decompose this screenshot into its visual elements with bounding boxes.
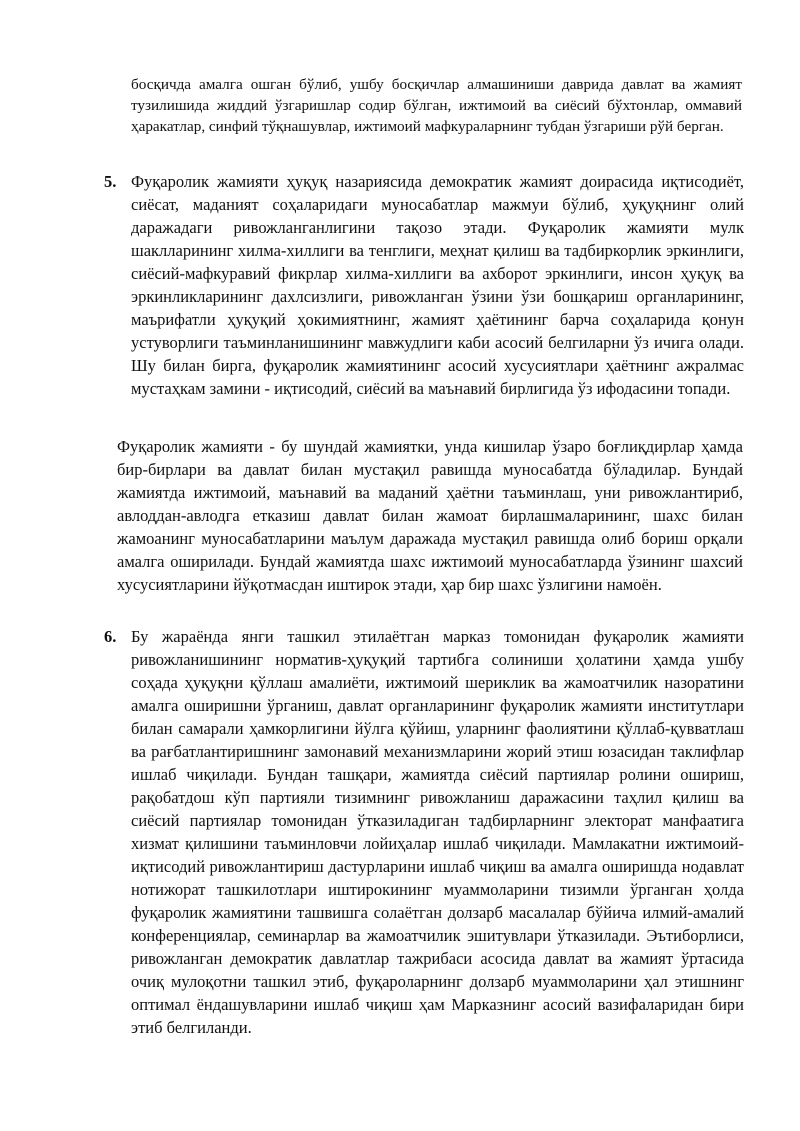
item-number: 5. [104, 172, 117, 191]
paragraph-civil-society-definition: Фуқаролик жамияти - бу шундай жамиятки, унда кишилар ўзаро боғлиқдирлар ҳамда бир-бирлари ва давлат билан мустақил равишда муносабатда бўладилар. Бундай жамиятда ижтимоий, маънавий ва маданий ҳаётни таъминлаш, уни ривожлантириб, авлоддан-авлодга етказиш давлат билан жамоат бирлашмаларининг, шахс билан жамоанинг муносабатларини маълум даражада мустақил равишда олиб бориш орқали амалга оширилади. Бундай жамиятда шахс ижтимоий муносабатларда ўзининг шахсий хусусиятларини йўқотмасдан иштирок этади, ҳар бир шахс ўзлигини намоён. [117, 437, 743, 594]
item-number: 6. [104, 627, 117, 646]
item-text: Фуқаролик жамияти ҳуқуқ назариясида демократик жамият доирасида иқтисодиёт, сиёсат, маданият соҳаларидаги муносабатлар мажмуи бўлиб, ҳуқуқнинг олий даражадаги ривожланганлигини тақозо этади. Фуқаролик жамияти мулк шаклларининг хилма-хиллиги ва тенглиги, меҳнат қилиш ва тадбиркорлик эркинлиги, сиёсий-мафкуравий фикрлар хилма-хиллиги ва ахборот эркинлиги, инсон ҳуқуқ ва эркинликларининг дахлсизлиги, ривожланган ўзини ўзи бошқариш органларининг, маърифатли ҳуқуқий ҳокимиятнинг, жамият ҳаётининг барча соҳаларида қонун устуворлиги таъминланишининг мавжудлиги каби асосий белгиларни ўз ичига олади. Шу билан бирга, фуқаролик жамиятининг асосий хусусиятлари ҳаётнинг ажралмас мустаҳкам замини - иқтисодий, сиёсий ва маънавий бирлигида ўз ифодасини топади. [131, 172, 744, 398]
item-text: Бу жараёнда янги ташкил этилаётган марказ томонидан фуқаролик жамияти ривожланишининг норматив-ҳуқуқий тартибга солиниши ҳолатини ҳамда ушбу соҳада ҳуқуқни қўллаш амалиёти, ижтимоий шериклик ва жамоатчилик назоратини амалга оширишни ўрганиш, давлат органларининг фуқаролик жамияти институтлари билан самарали ҳамкорлигини йўлга қўйиш, уларнинг фаолиятини қўллаб-қувватлаш ва рағбатлантиришнинг замонавий механизмларини жорий этиш юзасидан таклифлар ишлаб чиқилади. Бундан ташқари, жамиятда сиёсий партиялар ролини ошириш, рақобатдош кўп партияли тизимнинг ривожланиш даражасини таҳлил қилиш ва сиёсий партиялар томонидан ўтказиладиган тадбирларнинг электорат манфаатига хизмат қилишини таъминловчи лойиҳалар ишлаб чиқилади. Мамлакатни ижтимоий-иқтисодий ривожлантириш дастурларини ишлаб чиқиш ва амалга оширишда нодавлат нотижорат ташкилотлари иштирокининг муаммоларини тизимли ўрганган ҳолда фуқаролик жамиятини ташвишга солаётган долзарб масалалар бўйича илмий-амалий конференциялар, семинарлар ва жамоатчилик эшитувлари ўтказилади. Эътиборлиси, ривожланган демократик давлатлар тажрибаси асосида давлат ва жамият ўртасида очиқ мулоқотни ташкил этиб, фуқароларнинг долзарб муаммоларини ҳал этишнинг оптимал ёндашувларини ишлаб чиқиш ҳам Марказнинг асосий вазифаларидан бири этиб белгиланди. [131, 627, 744, 1037]
continuation-paragraph: босқичда амалга ошган бўлиб, ушбу босқичлар алмашиниши даврида давлат ва жамият тузилишида жиддий ўзгаришлар содир бўлган, ижтимоий ва сиёсий бўхтонлар, оммавий ҳаракатлар, синфий тўқнашувлар, ижтимоий мафкураларнинг тубдан ўзгариши рўй берган. [131, 76, 742, 135]
numbered-item-5 [104, 170, 744, 400]
numbered-item-6 [104, 625, 744, 1039]
